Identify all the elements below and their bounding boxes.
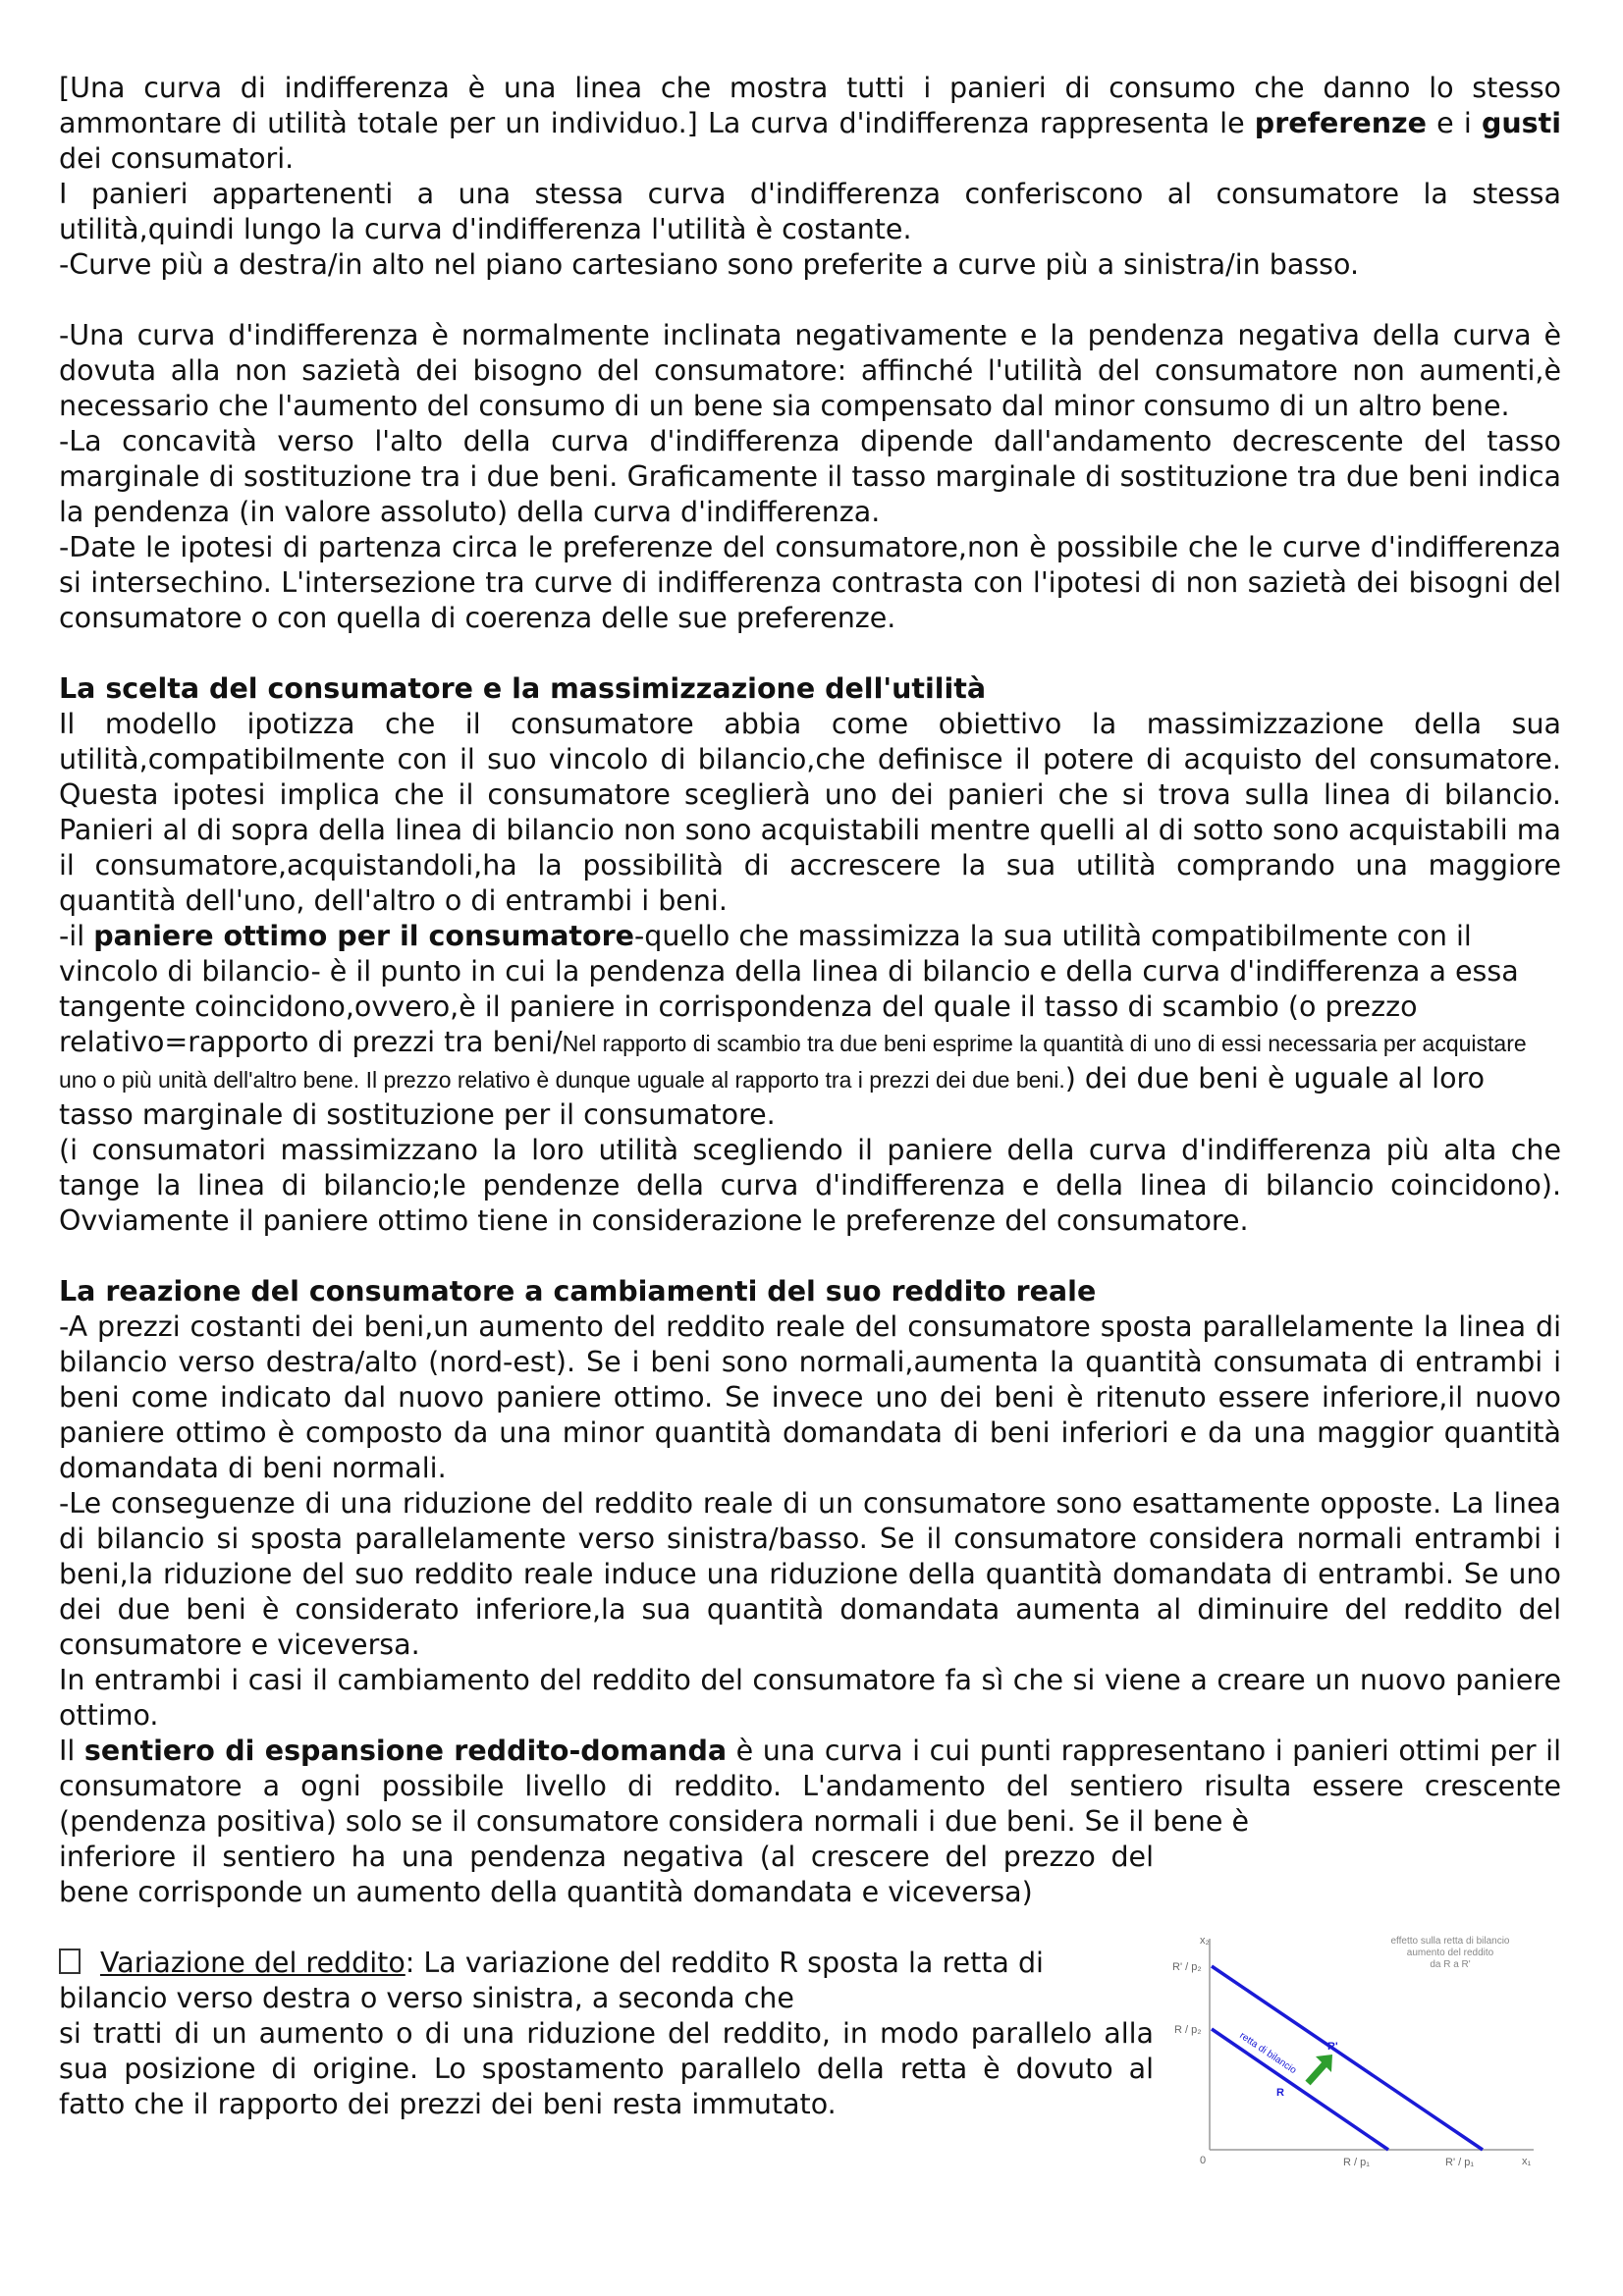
bold-preferenze: preferenze: [1254, 107, 1427, 139]
bullet-icon: [59, 1949, 81, 1974]
heading-consumer-choice: La scelta del consumatore e la massimizzazione dell'utilità: [59, 672, 987, 705]
paragraph-inferior-good: inferiore il sentiero ha una pendenza negativa (al crescere del prezzo del bene corrisponde un aumento della quantità domandata e viceversa): [59, 1841, 1154, 1908]
paragraph-no-intersection: -Date le ipotesi di partenza circa le preferenze del consumatore,non è possibile che le curve d'indifferenza si intersechino. L'intersezione tra curve di indifferenza contrasta con l'ipotesi di non sazietà dei bisogni del consumatore o con quella di coerenza delle sue preferenze.: [59, 531, 1561, 634]
paragraph-income-decrease: -Le conseguenze di una riduzione del reddito reale di un consumatore sono esattamente opposte. La linea di bilancio si sposta parallelamente verso sinistra/basso. Se il consumatore considera normali entrambi i beni,la riduzione del suo reddito reale induce una riduzione della quantità domandata di entrambi. Se uno dei due beni è considerato inferiore,la sua quantità domandata aumenta al diminuire del reddito del consumatore e viceversa.: [59, 1487, 1561, 1661]
paragraph-optimal-basket: -il paniere ottimo per il consumatore-quello che massimizza la sua utilità compatibilmente con il vincolo di bilancio- è il punto in cui la pendenza della linea di bilancio e della curva d'indifferenza a essa tangente coincidono,ovvero,è il paniere in corrispondenza del quale il tasso di scambio (o prezzo relativo=rapporto di prezzi tra beni/Nel rapporto di scambio tra due beni esprime la quantità di uno di essi necessaria per acquistare uno o più unità dell'altro bene. Il prezzo relativo è dunque uguale al rapporto tra i prezzi dei due beni.) dei due beni è uguale al loro tasso marginale di sostituzione per il consumatore.: [59, 920, 1527, 1131]
paragraph-income-variation: Variazione del reddito: La variazione del reddito R sposta la retta di bilancio verso destra o verso sinistra, a seconda che: [59, 1947, 1044, 2014]
bold-gusti: gusti: [1481, 107, 1561, 139]
budget-line-label: retta di bilancio: [1237, 2030, 1299, 2077]
heading-income-reaction: La reazione del consumatore a cambiamenti del suo reddito reale: [59, 1275, 1097, 1308]
caption-line-3: da R a R': [1430, 1959, 1471, 1970]
budget-line-old: [1212, 2029, 1388, 2150]
budget-line-figure: [1170, 1929, 1543, 2179]
paragraph-new-optimum: In entrambi i casi il cambiamento del reddito del consumatore fa sì che si viene a creare un nuovo paniere ottimo.: [59, 1664, 1561, 1732]
old-line-label: R: [1276, 2087, 1284, 2099]
x-high-label: R' / p₁: [1445, 2157, 1475, 2168]
x-axis-label: x₁: [1522, 2156, 1532, 2167]
document-body: [59, 71, 1561, 2122]
y-high-label: R' / p₂: [1172, 1961, 1202, 1973]
origin-label: 0: [1200, 2155, 1207, 2166]
caption-line-1: effetto sulla retta di bilancio: [1390, 1936, 1510, 1947]
y-low-label: R / p₂: [1174, 2024, 1202, 2036]
new-line-label: R': [1327, 2041, 1338, 2053]
bold-sentiero: sentiero di espansione reddito-domanda: [83, 1735, 728, 1767]
paragraph-concavity: -La concavità verso l'alto della curva d'indifferenza dipende dall'andamento decrescente del tasso marginale di sostituzione tra i due beni. Graficamente il tasso marginale di sostituzione tra due beni indica la pendenza (in valore assoluto) della curva d'indifferenza.: [59, 425, 1561, 528]
footnote-relative-price: Nel rapporto di scambio tra due beni esprime la quantità di uno di essi necessaria per acquistare uno o più unità dell'altro bene. Il prezzo relativo è dunque uguale al rapporto tra i prezzi dei due beni.: [59, 1031, 1527, 1093]
paragraph-preferred-curves: -Curve più a destra/in alto nel piano cartesiano sono preferite a curve più a sinistra/in basso.: [59, 248, 1360, 281]
budget-line-chart: [1170, 1929, 1543, 2179]
caption-line-2: aumento del reddito: [1406, 1948, 1494, 1958]
paragraph-parallel-shift: si tratti di un aumento o di una riduzione del reddito, in modo parallelo alla sua posizione di origine. Lo spostamento parallelo della retta è dovuto al fatto che il rapporto dei prezzi dei beni resta immutato.: [59, 2017, 1154, 2120]
paragraph-negative-slope: -Una curva d'indifferenza è normalmente inclinata negativamente e la pendenza negativa della curva è dovuta alla non sazietà dei bisogno del consumatore: affinché l'utilità del consumatore non aumenti,è necessario che l'aumento del consumo di un bene sia compensato dal minor consumo di un altro bene.: [59, 319, 1561, 422]
x-low-label: R / p₁: [1343, 2157, 1370, 2168]
shift-arrow-icon: [1308, 2055, 1332, 2083]
bold-paniere-ottimo: paniere ottimo per il consumatore: [93, 920, 635, 952]
paragraph-maximize-utility: (i consumatori massimizzano la loro utilità scegliendo il paniere della curva d'indifferenza più alta che tange la linea di bilancio;le pendenze della curva d'indifferenza e della linea di bilancio coincidono). Ovviamente il paniere ottimo tiene in considerazione le preferenze del consumatore.: [59, 1134, 1561, 1237]
paragraph-income-increase: -A prezzi costanti dei beni,un aumento del reddito reale del consumatore sposta parallelamente la linea di bilancio verso destra/alto (nord-est). Se i beni sono normali,aumenta la quantità consumata di entrambi i beni come indicato dal nuovo paniere ottimo. Se invece uno dei beni è ritenuto essere inferiore,il nuovo paniere ottimo è composto da una minor quantità domandata di beni inferiori e da una maggior quantità domandata di beni normali.: [59, 1310, 1561, 1484]
paragraph-same-utility: I panieri appartenenti a una stessa curva d'indifferenza conferiscono al consumatore la stessa utilità,quindi lungo la curva d'indifferenza l'utilità è costante.: [59, 178, 1561, 245]
paragraph-expansion-path: Il sentiero di espansione reddito-domanda è una curva i cui punti rappresentano i panieri ottimi per il consumatore a ogni possibile livello di reddito. L'andamento del sentiero risulta essere crescente (pendenza positiva) solo se il consumatore considera normali i due beni. Se il bene è: [59, 1735, 1561, 1838]
y-axis-label: x₂: [1200, 1935, 1210, 1947]
paragraph-indifference-definition: [Una curva di indifferenza è una linea che mostra tutti i panieri di consumo che danno lo stesso ammontare di utilità totale per un individuo.] La curva d'indifferenza rappresenta le preferenze e i gusti dei consumatori.: [59, 72, 1561, 175]
paragraph-model: Il modello ipotizza che il consumatore abbia come obiettivo la massimizzazione della sua utilità,compatibilmente con il suo vincolo di bilancio,che definisce il potere di acquisto del consumatore. Questa ipotesi implica che il consumatore sceglierà uno dei panieri che si trova sulla linea di bilancio. Panieri al di sopra della linea di bilancio non sono acquistabili mentre quelli al di sotto sono acquistabili ma il consumatore,acquistandoli,ha la possibilità di accrescere la sua utilità comprando una maggiore quantità dell'uno, dell'altro o di entrambi i beni.: [59, 708, 1561, 917]
